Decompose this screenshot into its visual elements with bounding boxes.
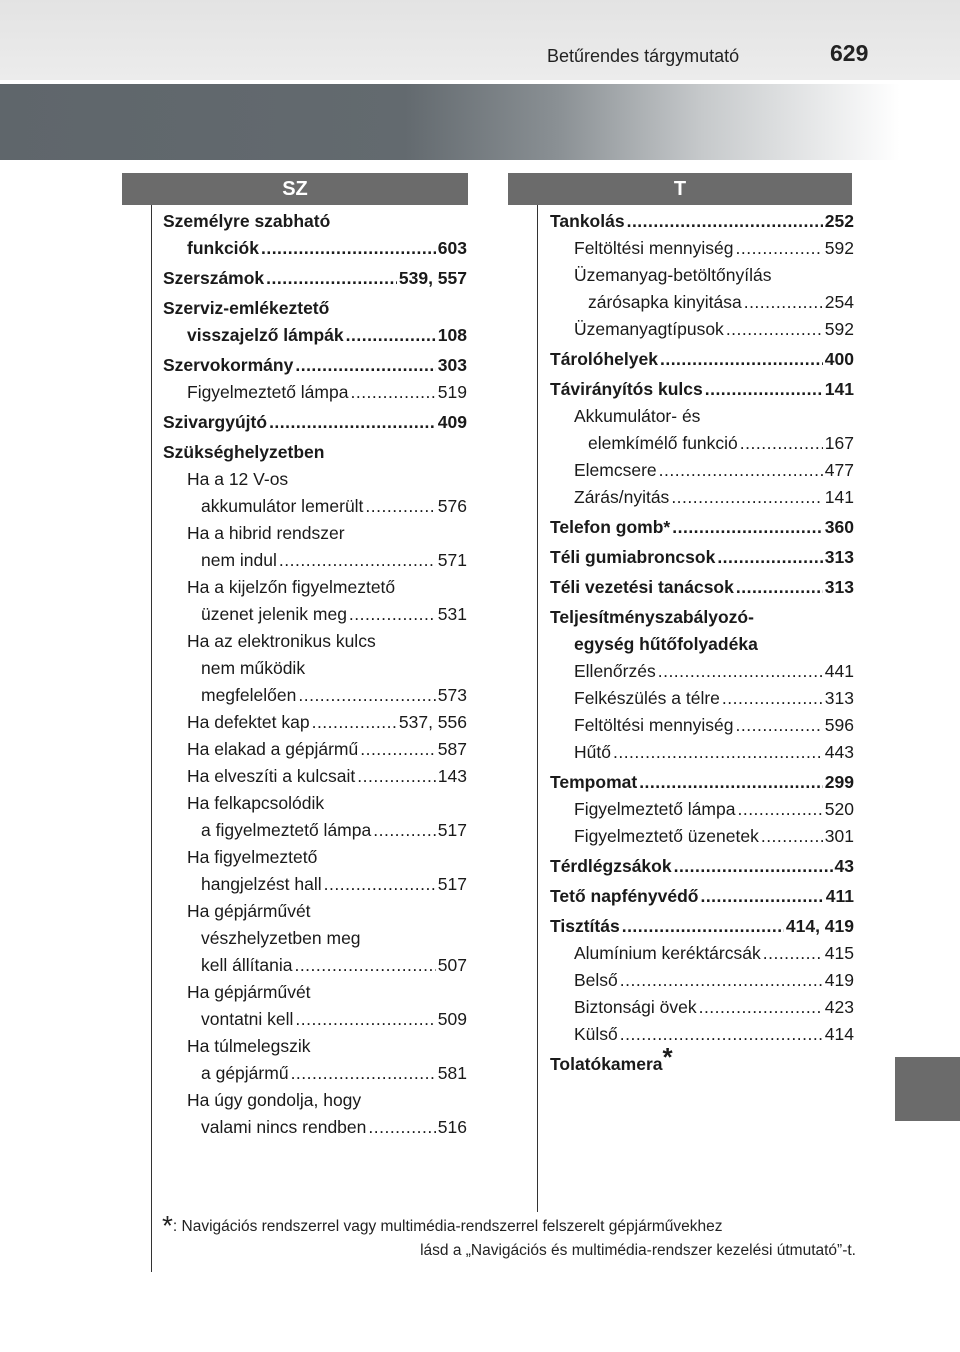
dot-leader xyxy=(350,379,435,406)
index-entry-page[interactable]: 141 xyxy=(824,487,854,507)
index-entry xyxy=(163,1060,467,1087)
index-entry-text: Szivargyújtó xyxy=(163,412,268,432)
dot-leader xyxy=(261,235,436,262)
dot-leader xyxy=(700,883,823,910)
index-entry-page[interactable]: 537, 556 xyxy=(398,712,467,732)
index-entry xyxy=(550,796,854,823)
index-entry-text: Üzemanyagtípusok xyxy=(574,319,724,339)
index-entry-page[interactable]: 108 xyxy=(437,325,467,345)
index-entry-text: Figyelmeztető üzenetek xyxy=(574,826,759,846)
index-entry-text: Ha gépjárművét xyxy=(187,982,311,1002)
index-entry-page[interactable]: 531 xyxy=(437,604,467,624)
dot-leader xyxy=(659,457,823,484)
dot-leader xyxy=(740,430,823,457)
index-entry xyxy=(550,262,854,289)
index-entry-text: kell állítania xyxy=(201,955,293,975)
index-entry xyxy=(163,763,467,790)
index-entry-page[interactable]: 419 xyxy=(824,970,854,990)
index-entry xyxy=(550,883,854,910)
index-entry-text: valami nincs rendben xyxy=(201,1117,367,1137)
index-entry xyxy=(163,817,467,844)
index-entry-text: üzenet jelenik meg xyxy=(201,604,347,624)
index-entry-text: nem indul xyxy=(201,550,277,570)
index-entry xyxy=(163,265,467,292)
index-entry-text: Ha túlmelegszik xyxy=(187,1036,311,1056)
index-entry xyxy=(550,967,854,994)
dot-leader xyxy=(346,322,436,349)
index-entry xyxy=(163,574,467,601)
index-entry-page[interactable]: 143 xyxy=(437,766,467,786)
index-column-t xyxy=(550,208,854,1078)
index-column-sz xyxy=(163,208,467,1141)
index-entry-text: Tankolás xyxy=(550,211,625,231)
index-entry-text: Tempomat xyxy=(550,772,638,792)
dot-leader xyxy=(295,1006,435,1033)
index-entry-text: Téli vezetési tanácsok xyxy=(550,577,734,597)
index-entry-page[interactable]: 592 xyxy=(824,319,854,339)
index-entry-text: Tető napfényvédő xyxy=(550,886,699,906)
index-entry xyxy=(550,823,854,850)
index-entry-text: Szükséghelyzetben xyxy=(163,442,325,462)
index-entry-text: Telefon gomb* xyxy=(550,517,671,537)
index-entry xyxy=(163,208,467,235)
footnote-line-2: lásd a „Navigációs és multimédia-rendszer kezelési útmutató”-t. xyxy=(420,1242,856,1259)
index-entry-text: Távirányítós kulcs xyxy=(550,379,703,399)
index-entry-text: Figyelmeztető lámpa xyxy=(574,799,736,819)
index-entry-page[interactable]: 596 xyxy=(824,715,854,735)
dot-leader xyxy=(671,484,822,511)
index-entry xyxy=(163,295,467,322)
dot-leader xyxy=(357,763,436,790)
index-entry-page[interactable]: 414, 419 xyxy=(785,916,854,936)
index-entry-text: Ha a 12 V-os xyxy=(187,469,289,489)
index-entry xyxy=(550,712,854,739)
index-entry-page[interactable]: 603 xyxy=(437,238,467,258)
index-entry xyxy=(163,952,467,979)
index-entry-text: Tolatókamera xyxy=(550,1054,663,1074)
index-entry-text: visszajelző lámpák xyxy=(187,325,344,345)
index-entry-text: Téli gumiabroncsok xyxy=(550,547,716,567)
footnote xyxy=(162,1210,856,1260)
index-entry-page[interactable]: 313 xyxy=(824,547,854,567)
index-entry-page[interactable]: 443 xyxy=(824,742,854,762)
index-entry-text: Szervokormány xyxy=(163,355,294,375)
index-entry xyxy=(550,685,854,712)
dot-leader xyxy=(295,352,435,379)
index-entry-page[interactable]: 360 xyxy=(824,517,854,537)
index-entry-text: Ha felkapcsolódik xyxy=(187,793,325,813)
index-entry-text: megfelelően xyxy=(201,685,297,705)
index-entry-text: a figyelmeztető lámpa xyxy=(201,820,372,840)
top-band xyxy=(0,0,960,80)
index-entry-text: nem működik xyxy=(201,658,306,678)
index-entry-text: Tisztítás xyxy=(550,916,620,936)
index-entry xyxy=(550,235,854,262)
dot-leader xyxy=(312,709,397,736)
index-entry-page[interactable]: 141 xyxy=(824,379,854,399)
index-entry xyxy=(163,601,467,628)
index-entry-text: vontatni kell xyxy=(201,1009,294,1029)
index-entry-text: Zárás/nyitás xyxy=(574,487,670,507)
dot-leader xyxy=(658,658,823,685)
index-entry-page[interactable]: 517 xyxy=(437,874,467,894)
dot-leader xyxy=(736,235,823,262)
index-entry xyxy=(550,514,854,541)
index-entry-page[interactable]: 517 xyxy=(437,820,467,840)
index-entry-page[interactable]: 313 xyxy=(824,688,854,708)
index-entry-page[interactable]: 581 xyxy=(437,1063,467,1083)
index-entry xyxy=(163,655,467,682)
index-entry-text: Ha a kijelzőn figyelmeztető xyxy=(187,577,396,597)
dot-leader xyxy=(294,952,435,979)
index-entry xyxy=(163,493,467,520)
index-entry xyxy=(163,439,467,466)
index-entry-text: Ha figyelmeztető xyxy=(187,847,318,867)
section-side-tab[interactable] xyxy=(895,1057,960,1121)
index-entry-page[interactable]: 303 xyxy=(437,355,467,375)
dot-leader xyxy=(279,547,436,574)
index-entry-text: zárósapka kinyitása xyxy=(588,292,742,312)
index-entry-text: Ha elakad a gépjármű xyxy=(187,739,359,759)
index-entry xyxy=(550,604,854,631)
index-entry-page[interactable]: 576 xyxy=(437,496,467,516)
dot-leader xyxy=(672,514,823,541)
index-entry-page[interactable]: 415 xyxy=(824,943,854,963)
index-entry-page[interactable]: 411 xyxy=(825,886,854,906)
index-entry-text: Hűtő xyxy=(574,742,611,762)
index-entry-text: Ha az elektronikus kulcs xyxy=(187,631,376,651)
index-entry-page[interactable]: 167 xyxy=(824,433,854,453)
index-entry-page[interactable]: 43 xyxy=(834,856,854,876)
index-entry xyxy=(550,769,854,796)
dot-leader xyxy=(705,376,823,403)
index-entry xyxy=(163,322,467,349)
index-entry-text: Belső xyxy=(574,970,618,990)
index-entry-text: Elemcsere xyxy=(574,460,657,480)
dot-leader xyxy=(674,853,833,880)
index-entry xyxy=(163,628,467,655)
index-entry-page[interactable]: 573 xyxy=(437,685,467,705)
page-header-title: Betűrendes tárgymutató xyxy=(547,46,740,66)
index-entry xyxy=(550,403,854,430)
index-entry xyxy=(163,925,467,952)
dot-leader xyxy=(699,994,823,1021)
index-entry xyxy=(550,739,854,766)
index-entry xyxy=(550,994,854,1021)
index-entry xyxy=(550,544,854,571)
index-entry-page[interactable]: 520 xyxy=(824,799,854,819)
index-entry-page[interactable]: 507 xyxy=(437,955,467,975)
dot-leader xyxy=(627,208,823,235)
dot-leader xyxy=(660,346,823,373)
index-entry-text: Szerviz-emlékeztető xyxy=(163,298,330,318)
index-entry-text: Ha gépjárművét xyxy=(187,901,311,921)
index-entry xyxy=(550,208,854,235)
dot-leader xyxy=(269,409,436,436)
dot-leader xyxy=(360,736,436,763)
index-entry-text: Biztonsági övek xyxy=(574,997,697,1017)
index-entry-text: Akkumulátor- és xyxy=(574,406,701,426)
center-divider-line xyxy=(537,205,538,1212)
dot-leader xyxy=(365,493,435,520)
index-entry-page[interactable]: 313 xyxy=(824,577,854,597)
dot-leader xyxy=(298,682,435,709)
index-entry-text: Üzemanyag-betöltőnyílás xyxy=(574,265,772,285)
index-entry xyxy=(550,658,854,685)
index-entry-text: Tárolóhelyek xyxy=(550,349,658,369)
dot-leader xyxy=(736,712,823,739)
index-entry-page[interactable]: 301 xyxy=(824,826,854,846)
index-entry-text: Személyre szabható xyxy=(163,211,331,231)
index-entry-text: Ha úgy gondolja, hogy xyxy=(187,1090,362,1110)
index-entry xyxy=(163,1033,467,1060)
dot-leader xyxy=(620,1021,823,1048)
index-entry xyxy=(550,346,854,373)
dot-leader xyxy=(324,871,436,898)
index-entry xyxy=(163,709,467,736)
index-entry-text: Szerszámok xyxy=(163,268,265,288)
index-entry-page[interactable]: 592 xyxy=(824,238,854,258)
index-entry-text: Ha a hibrid rendszer xyxy=(187,523,345,543)
index-entry-page[interactable]: 299 xyxy=(824,772,854,792)
footnote-star: * xyxy=(162,1210,173,1241)
index-entry-page[interactable]: 441 xyxy=(824,661,854,681)
dot-leader xyxy=(726,316,823,343)
index-entry xyxy=(163,409,467,436)
index-entry xyxy=(163,790,467,817)
dot-leader xyxy=(291,1060,436,1087)
dot-leader xyxy=(613,739,823,766)
left-divider-line xyxy=(151,205,152,1272)
index-entry xyxy=(550,940,854,967)
index-entry-text: Figyelmeztető lámpa xyxy=(187,382,349,402)
index-entry-page[interactable]: 400 xyxy=(824,349,854,369)
column-heading-t: T xyxy=(508,173,852,205)
index-entry-text: Külső xyxy=(574,1024,618,1044)
index-entry-text: Ellenőrzés xyxy=(574,661,656,681)
column-heading-sz: SZ xyxy=(122,173,468,205)
index-entry-text: Térdlégzsákok xyxy=(550,856,672,876)
index-entry xyxy=(163,682,467,709)
index-entry-text: Teljesítményszabályozó- xyxy=(550,607,754,627)
index-entry xyxy=(550,913,854,940)
index-entry-page[interactable]: 587 xyxy=(437,739,467,759)
dot-leader xyxy=(620,967,823,994)
index-entry xyxy=(550,853,854,880)
index-entry-text: Ha elveszíti a kulcsait xyxy=(187,766,356,786)
index-entry-page[interactable]: 516 xyxy=(437,1117,467,1137)
dot-leader xyxy=(622,913,784,940)
index-entry-text: vészhelyzetben meg xyxy=(201,928,361,948)
index-entry xyxy=(163,871,467,898)
index-entry-page[interactable]: 571 xyxy=(437,550,467,570)
dot-leader xyxy=(639,769,823,796)
index-entry-text: Feltöltési mennyiség xyxy=(574,715,734,735)
header-gradient-bar xyxy=(0,84,900,160)
index-entry-page[interactable]: 423 xyxy=(824,997,854,1017)
index-entry-text: hangjelzést hall xyxy=(201,874,322,894)
page-number: 629 xyxy=(830,40,869,66)
index-entry xyxy=(163,736,467,763)
dot-leader xyxy=(349,601,436,628)
index-entry-page[interactable]: 477 xyxy=(824,460,854,480)
index-entry xyxy=(550,1021,854,1048)
index-entry xyxy=(550,574,854,601)
index-entry xyxy=(163,1087,467,1114)
index-entry xyxy=(163,547,467,574)
index-entry xyxy=(550,316,854,343)
index-entry xyxy=(550,457,854,484)
index-entry-text: Feltöltési mennyiség xyxy=(574,238,734,258)
dot-leader xyxy=(763,940,823,967)
index-entry-text: Alumínium keréktárcsák xyxy=(574,943,761,963)
index-entry-page[interactable]: 414 xyxy=(824,1024,854,1044)
index-entry xyxy=(550,1042,854,1078)
index-entry xyxy=(163,235,467,262)
index-entry xyxy=(550,631,854,658)
index-entry xyxy=(163,844,467,871)
dot-leader xyxy=(736,574,823,601)
index-entry-page[interactable]: 254 xyxy=(824,292,854,312)
index-entry xyxy=(163,352,467,379)
index-entry-text: akkumulátor lemerült xyxy=(201,496,364,516)
index-entry-page[interactable]: 519 xyxy=(437,382,467,402)
index-entry xyxy=(163,898,467,925)
index-entry xyxy=(550,484,854,511)
index-entry xyxy=(163,466,467,493)
index-entry xyxy=(550,430,854,457)
index-entry-page[interactable]: 252 xyxy=(824,211,854,231)
index-entry xyxy=(163,520,467,547)
dot-leader xyxy=(717,544,822,571)
index-entry-text: egység hűtőfolyadéka xyxy=(574,634,758,654)
dot-leader xyxy=(373,817,436,844)
dot-leader xyxy=(368,1114,435,1141)
dot-leader xyxy=(266,265,397,292)
index-entry-text: funkciók xyxy=(187,238,259,258)
index-entry xyxy=(163,979,467,1006)
dot-leader xyxy=(761,823,823,850)
index-entry-text: elemkímélő funkció xyxy=(588,433,738,453)
index-entry-star: * xyxy=(662,1042,673,1072)
index-entry-text: a gépjármű xyxy=(201,1063,289,1083)
index-entry xyxy=(163,1114,467,1141)
index-entry xyxy=(163,379,467,406)
index-entry xyxy=(550,376,854,403)
dot-leader xyxy=(722,685,823,712)
index-entry xyxy=(550,289,854,316)
dot-leader xyxy=(737,796,822,823)
index-entry-page[interactable]: 509 xyxy=(437,1009,467,1029)
footnote-line-1: : Navigációs rendszerrel vagy multimédia-rendszerrel felszerelt gépjárművekhez xyxy=(172,1218,723,1235)
index-entry-text: Felkészülés a télre xyxy=(574,688,720,708)
index-entry-text: Ha defektet kap xyxy=(187,712,310,732)
index-entry-page[interactable]: 539, 557 xyxy=(398,268,467,288)
index-entry-page[interactable]: 409 xyxy=(437,412,467,432)
dot-leader xyxy=(744,289,823,316)
index-entry xyxy=(163,1006,467,1033)
